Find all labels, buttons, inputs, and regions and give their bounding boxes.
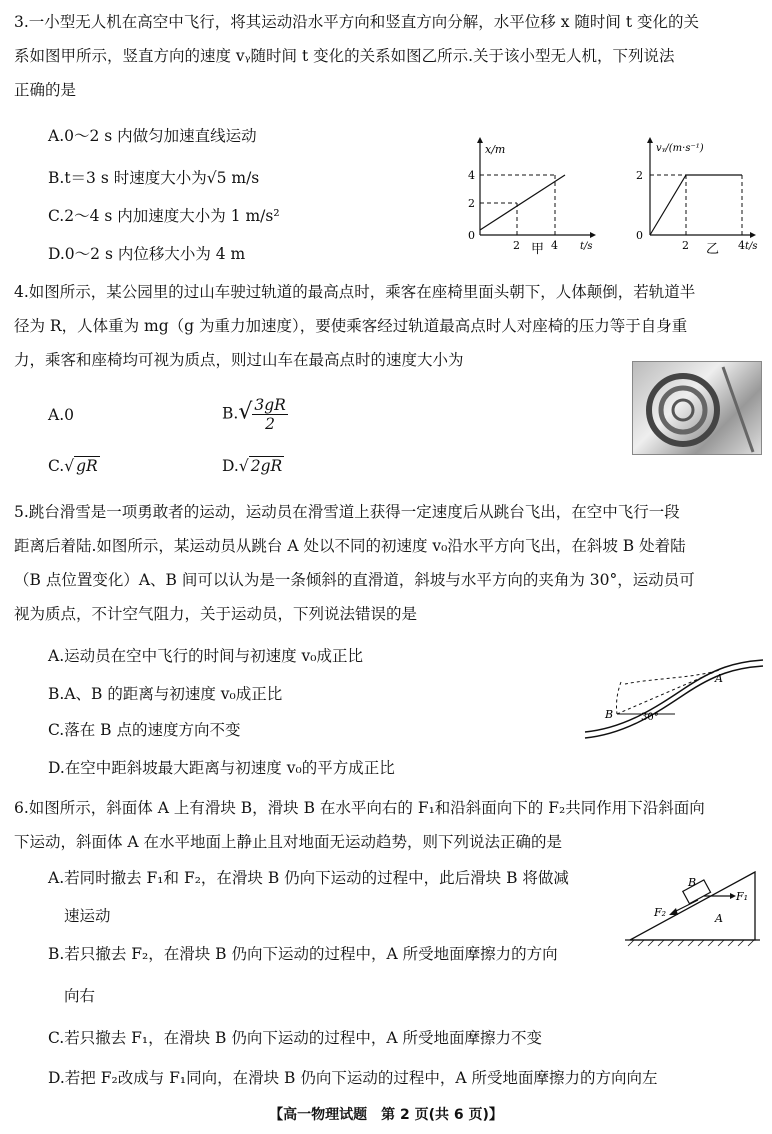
q4-option-c: C.√ gR	[48, 457, 98, 475]
roller-coaster-photo	[632, 361, 762, 455]
svg-text:4: 4	[468, 169, 475, 182]
svg-text:4: 4	[551, 239, 558, 252]
svg-text:2: 2	[682, 239, 689, 252]
q6-stem-line-2: 下运动，斜面体 A 在水平地面上静止且对地面无运动趋势，则下列说法正确的是	[14, 833, 563, 851]
jia-xlabel: t/s	[580, 241, 593, 252]
q4-option-a: A.0	[48, 406, 74, 424]
q4-option-d: D.√ 2gR	[222, 457, 283, 475]
q6-option-b-line-2: 向右	[64, 987, 96, 1005]
jia-ylabel: x/m	[485, 143, 506, 156]
q6-label-a: A	[715, 912, 723, 925]
q6-option-b-line-1: B.若只撤去 F₂，在滑块 B 仍向下运动的过程中，A 所受地面摩擦力的方向	[48, 945, 558, 963]
q6-incline-figure	[620, 866, 765, 946]
q5-ski-figure	[585, 648, 765, 748]
q4-stem-line-3: 力，乘客和座椅均可视为质点，则过山车在最高点时的速度大小为	[14, 351, 464, 369]
svg-text:2: 2	[636, 169, 643, 182]
q3-figure-yi	[630, 135, 772, 255]
q5-point-b: B	[605, 708, 614, 721]
page-footer: 【高一物理试题 第 2 页(共 6 页)】	[269, 1107, 503, 1123]
q6-label-f2: F₂	[654, 906, 667, 919]
q6-label-f1: F₁	[736, 890, 749, 903]
q3-option-b: B.t＝3 s 时速度大小为√5 m/s	[48, 169, 260, 187]
q5-option-d: D.在空中距斜坡最大距离与初速度 v₀的平方成正比	[48, 759, 395, 777]
yi-xlabel: t/s	[745, 241, 758, 252]
jia-caption: 甲	[531, 242, 545, 257]
q6-option-c: C.若只撤去 F₁，在滑块 B 仍向下运动的过程中，A 所受地面摩擦力不变	[48, 1029, 542, 1047]
svg-text:2: 2	[513, 239, 520, 252]
q6-label-b: B	[688, 876, 697, 889]
q6-option-a-line-2: 速运动	[64, 907, 111, 925]
svg-text:0: 0	[636, 229, 643, 242]
q3-option-d: D.0～2 s 内位移大小为 4 m	[48, 245, 246, 263]
q6-stem-line-1: 6.如图所示，斜面体 A 上有滑块 B，滑块 B 在水平向右的 F₁和沿斜面向下的 F₂共同作用下沿斜面向	[14, 799, 705, 817]
q5-option-b: B.A、B 的距离与初速度 v₀成正比	[48, 685, 283, 703]
q5-angle: 30°	[641, 712, 659, 723]
q3-stem-line-2: 系如图甲所示，竖直方向的速度 vᵧ随时间 t 变化的关系如图乙所示.关于该小型无人机，下列说法	[14, 47, 675, 65]
q4-stem-line-2: 径为 R，人体重为 mg（g 为重力加速度），要使乘客经过轨道最高点时人对座椅的压力等于自身重	[14, 317, 688, 335]
svg-text:2: 2	[468, 197, 475, 210]
q5-option-a: A.运动员在空中飞行的时间与初速度 v₀成正比	[48, 647, 364, 665]
q3-stem-line-1: 3.一小型无人机在高空中飞行，将其运动沿水平方向和竖直方向分解，水平位移 x 随时间 t 变化的关	[14, 13, 699, 31]
q3-figure-jia	[455, 135, 605, 255]
svg-text:0: 0	[468, 229, 475, 242]
q6-option-a-line-1: A.若同时撤去 F₁和 F₂，在滑块 B 仍向下运动的过程中，此后滑块 B 将做减	[48, 869, 569, 887]
q5-stem-line-3: （B 点位置变化）A、B 间可以认为是一条倾斜的直滑道，斜坡与水平方向的夹角为 30°，运动员可	[14, 571, 695, 589]
roller-coaster-loop-icon	[633, 362, 761, 454]
q5-stem-line-2: 距离后着陆.如图所示，某运动员从跳台 A 处以不同的初速度 v₀沿水平方向飞出，在斜坡 B 处着陆	[14, 537, 686, 555]
q3-option-c: C.2～4 s 内加速度大小为 1 m/s²	[48, 207, 280, 225]
svg-text:4: 4	[738, 239, 745, 252]
yi-ylabel: vᵧ/(m·s⁻¹)	[656, 143, 704, 154]
q5-option-c: C.落在 B 点的速度方向不变	[48, 721, 241, 739]
q5-stem-line-1: 5.跳台滑雪是一项勇敢者的运动，运动员在滑雪道上获得一定速度后从跳台飞出，在空中飞行一段	[14, 503, 680, 521]
q5-stem-line-4: 视为质点，不计空气阻力，关于运动员，下列说法错误的是	[14, 605, 418, 623]
yi-caption: 乙	[706, 242, 720, 257]
q6-option-d: D.若把 F₂改成与 F₁同向，在滑块 B 仍向下运动的过程中，A 所受地面摩擦力的方向向左	[48, 1069, 658, 1087]
q3-option-a: A.0～2 s 内做匀加速直线运动	[48, 127, 257, 145]
q3-stem-line-3: 正确的是	[14, 81, 77, 99]
q4-option-b: B.√ $\frac{3gR}{2}$	[222, 396, 286, 433]
q5-point-a: A	[715, 672, 723, 685]
q4-stem-line-1: 4.如图所示，某公园里的过山车驶过轨道的最高点时，乘客在座椅里面头朝下，人体颠倒，若轨道半	[14, 283, 696, 301]
